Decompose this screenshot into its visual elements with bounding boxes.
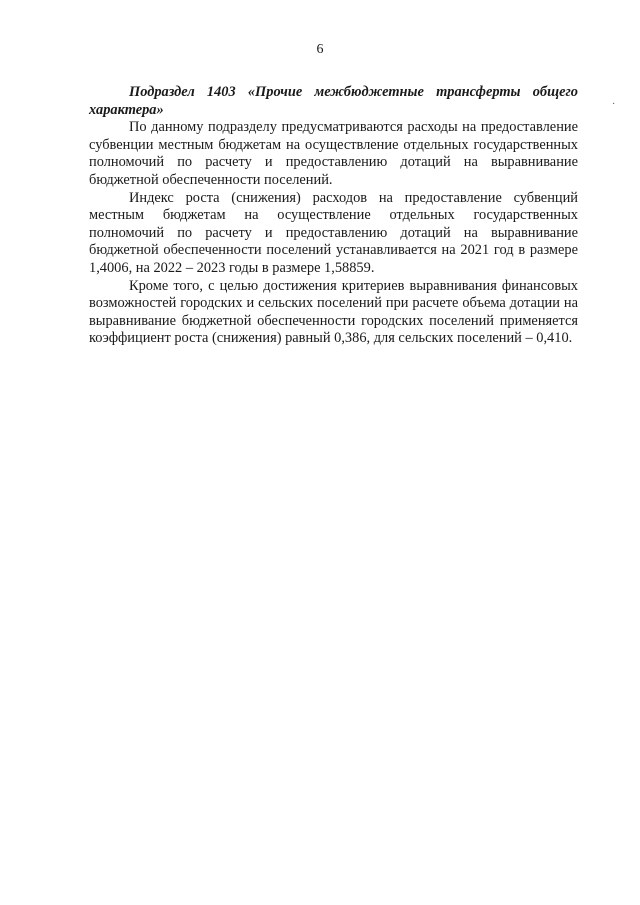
page-number: 6 <box>316 42 324 57</box>
section-heading: Подраздел 1403 «Прочие межбюджетные трансферты общего характера» <box>89 84 578 118</box>
paragraph-3: Кроме того, с целью достижения критериев выравнивания финансовых возможностей городских и сельских поселений при расчете объема дотации на выравнивание бюджетной обеспеченности городских поселений применяется коэффициент роста (снижения) равный 0,386, для сельских поселений – 0,410. <box>89 277 578 347</box>
document-body <box>89 84 578 348</box>
paragraph-1: По данному подразделу предусматриваются расходы на предоставление субвенции местным бюджетам на осуществление отдельных государственных полномочий по расчету и предоставлению дотаций на выравнивание бюджетной обеспеченности поселений. <box>89 119 578 188</box>
scan-edge-mark: · <box>612 99 616 110</box>
paragraph-2: Индекс роста (снижения) расходов на предоставление субвенций местным бюджетам на осуществление отдельных государственных полномочий по расчету и предоставлению дотаций на выравнивание бюджетной обеспеченности поселений устанавливается на 2021 год в размере 1,4006, на 2022 – 2023 годы в размере 1,58859. <box>89 189 578 276</box>
